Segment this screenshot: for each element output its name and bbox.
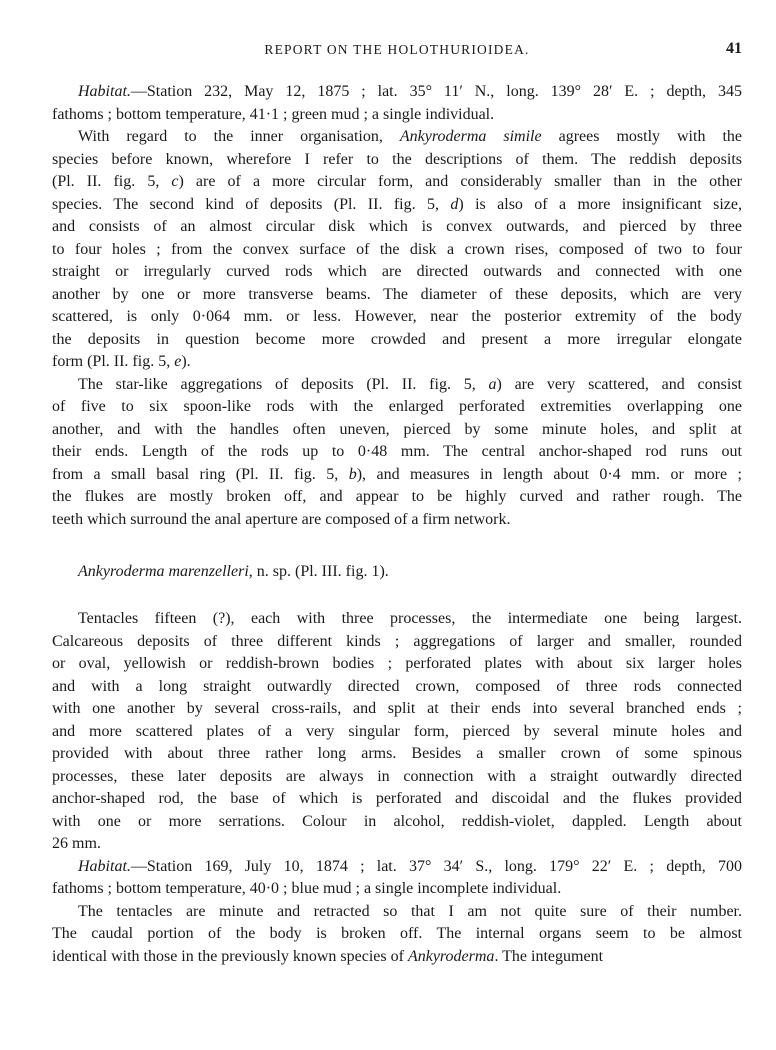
body-text-top [52,81,742,531]
text-run: scattered, is only 0·064 mm. or less. However, near the posterior extremity of the body [52,308,742,325]
italic-text: d [450,195,459,213]
text-run: ) are of a more circular form, and considerably smaller than in the other [178,173,742,190]
text-run: their ends. Length of the rods up to 0·48 mm. The central anchor-shaped rod runs out [52,443,742,460]
text-run: fathoms ; bottom temperature, 41·1 ; green mud ; a single individual. [52,105,495,123]
text-run: fathoms ; bottom temperature, 40·0 ; blue mud ; a single incomplete individual. [52,880,562,897]
text-run: identical with those in the previously known species of [52,947,408,965]
text-run: another by one or more transverse beams. The diameter of these deposits, which are very [52,285,742,303]
text-line [52,194,742,217]
text-run: species before known, wherefore I refer to the descriptions of them. The reddish deposits [52,150,742,168]
text-run: from a small basal ring (Pl. II. fig. 5, [52,465,349,483]
text-run: , n. sp. (Pl. III. fig. 1). [248,563,389,580]
text-run: ), and measures in length about 0·4 mm. or more ; [356,465,743,483]
italic-text: Ankyroderma simile [399,128,542,145]
text-line [52,946,742,969]
text-line [52,81,742,104]
text-line [52,608,742,631]
text-line [52,653,742,676]
text-line [52,419,742,442]
text-line [52,743,742,766]
text-line [52,901,742,924]
text-run: and more scattered plates of a very singular form, pierced by several minute holes and [52,722,742,740]
text-run: of five to six spoon-like rods with the enlarged perforated extremities overlapping one [52,398,742,415]
text-line [52,766,742,789]
paragraph [52,856,742,901]
text-run: 26 mm. [52,835,101,852]
text-run: ) are very scattered, and consist [496,375,742,393]
italic-text: c [171,173,179,190]
text-line [52,676,742,699]
text-line [52,261,742,284]
paragraph [52,374,742,532]
text-run: With regard to the inner organisation, [78,128,400,145]
text-line [52,833,742,856]
text-run: Tentacles fifteen (?), each with three processes, the intermediate one being largest. [78,610,742,627]
text-line [52,216,742,239]
text-run: with one another by several cross-rails, and split at their ends into several branched ends ; [52,700,742,717]
text-run: ) is also of a more insignificant size, [458,195,742,213]
text-line [52,923,742,946]
text-run: and consists of an almost circular disk which is convex outwards, and pierced by three [52,218,742,235]
italic-text: Habitat. [78,83,131,100]
text-run: (Pl. II. fig. 5, [52,173,172,190]
text-run: with one or more serrations. Colour in alcohol, reddish-violet, dappled. Length about [52,812,742,830]
text-run: —Station 169, July 10, 1874 ; lat. 37° 34′ S., long. 179° 22′ E. ; depth, 700 [130,857,742,875]
body-text-bottom [52,608,742,968]
italic-text: e [174,353,182,370]
running-header [52,42,742,64]
text-line [52,698,742,721]
text-run: agrees mostly with the [541,128,742,145]
text-line [52,441,742,464]
text-line [52,149,742,172]
text-run: another, and with the handles often uneven, pierced by some minute holes, and split at [52,420,742,438]
text-run: species. The second kind of deposits (Pl. II. fig. 5, [52,195,451,213]
italic-text: Ankyroderma [407,947,495,965]
text-run: form (Pl. II. fig. 5, [52,353,175,370]
text-run: the flukes are mostly broken off, and appear to be highly curved and rather rough. The [52,488,742,505]
text-line [52,284,742,307]
text-run: processes, these later deposits are always in connection with a straight outwardly directed [52,767,742,785]
text-line [52,509,742,532]
text-run: . The integument [494,947,604,965]
text-line [52,464,742,487]
text-line [52,631,742,654]
text-line [52,306,742,329]
text-line [52,351,742,374]
paragraph [52,81,742,126]
text-line [52,374,742,397]
italic-text: a [488,375,497,393]
text-line [52,878,742,901]
text-run: The star-like aggregations of deposits (Pl. II. fig. 5, [78,375,489,393]
paragraph [52,608,742,856]
text-run: The tentacles are minute and retracted so that I am not quite sure of their number. [78,902,742,920]
text-line [52,811,742,834]
text-run: provided with about three rather long arms. Besides a smaller crown of some spinous [52,745,742,762]
text-line [52,126,742,149]
text-line [52,396,742,419]
running-title: REPORT ON THE HOLOTHURIOIDEA. [264,42,530,57]
text-run: or oval, yellowish or reddish-brown bodies ; perforated plates with about six larger holes [52,655,742,672]
text-run: ). [181,353,191,370]
text-line [52,788,742,811]
text-run: teeth which surround the anal aperture are composed of a firm network. [52,510,511,528]
text-line [52,721,742,744]
text-line [52,104,742,127]
italic-text: Ankyroderma marenzelleri [78,563,249,580]
page-number: 41 [726,40,742,57]
text-run: —Station 232, May 12, 1875 ; lat. 35° 11′ N., long. 139° 28′ E. ; depth, 345 [130,83,742,100]
paragraph [52,901,742,969]
italic-text: b [348,465,357,483]
text-line [52,329,742,352]
text-run: and with a long straight outwardly directed crown, composed of three rods connected [52,677,742,695]
text-run: Calcareous deposits of three different kinds ; aggregations of larger and smaller, rounded [52,632,742,650]
text-run: the deposits in question become more crowded and present a more irregular elongate [52,330,742,348]
species-heading [78,563,389,581]
text-line [52,239,742,262]
text-line [52,486,742,509]
paragraph [52,126,742,374]
text-run: The caudal portion of the body is broken off. The internal organs seem to be almost [52,925,742,942]
text-line [52,856,742,879]
italic-text: Habitat. [78,857,131,875]
text-run: anchor-shaped rod, the base of which is perforated and discoidal and the flukes provided [52,790,742,807]
text-line [52,171,742,194]
text-run: to four holes ; from the convex surface of the disk a crown rises, composed of two to four [52,240,742,258]
text-run: straight or irregularly curved rods which are directed outwards and connected with one [52,263,742,280]
